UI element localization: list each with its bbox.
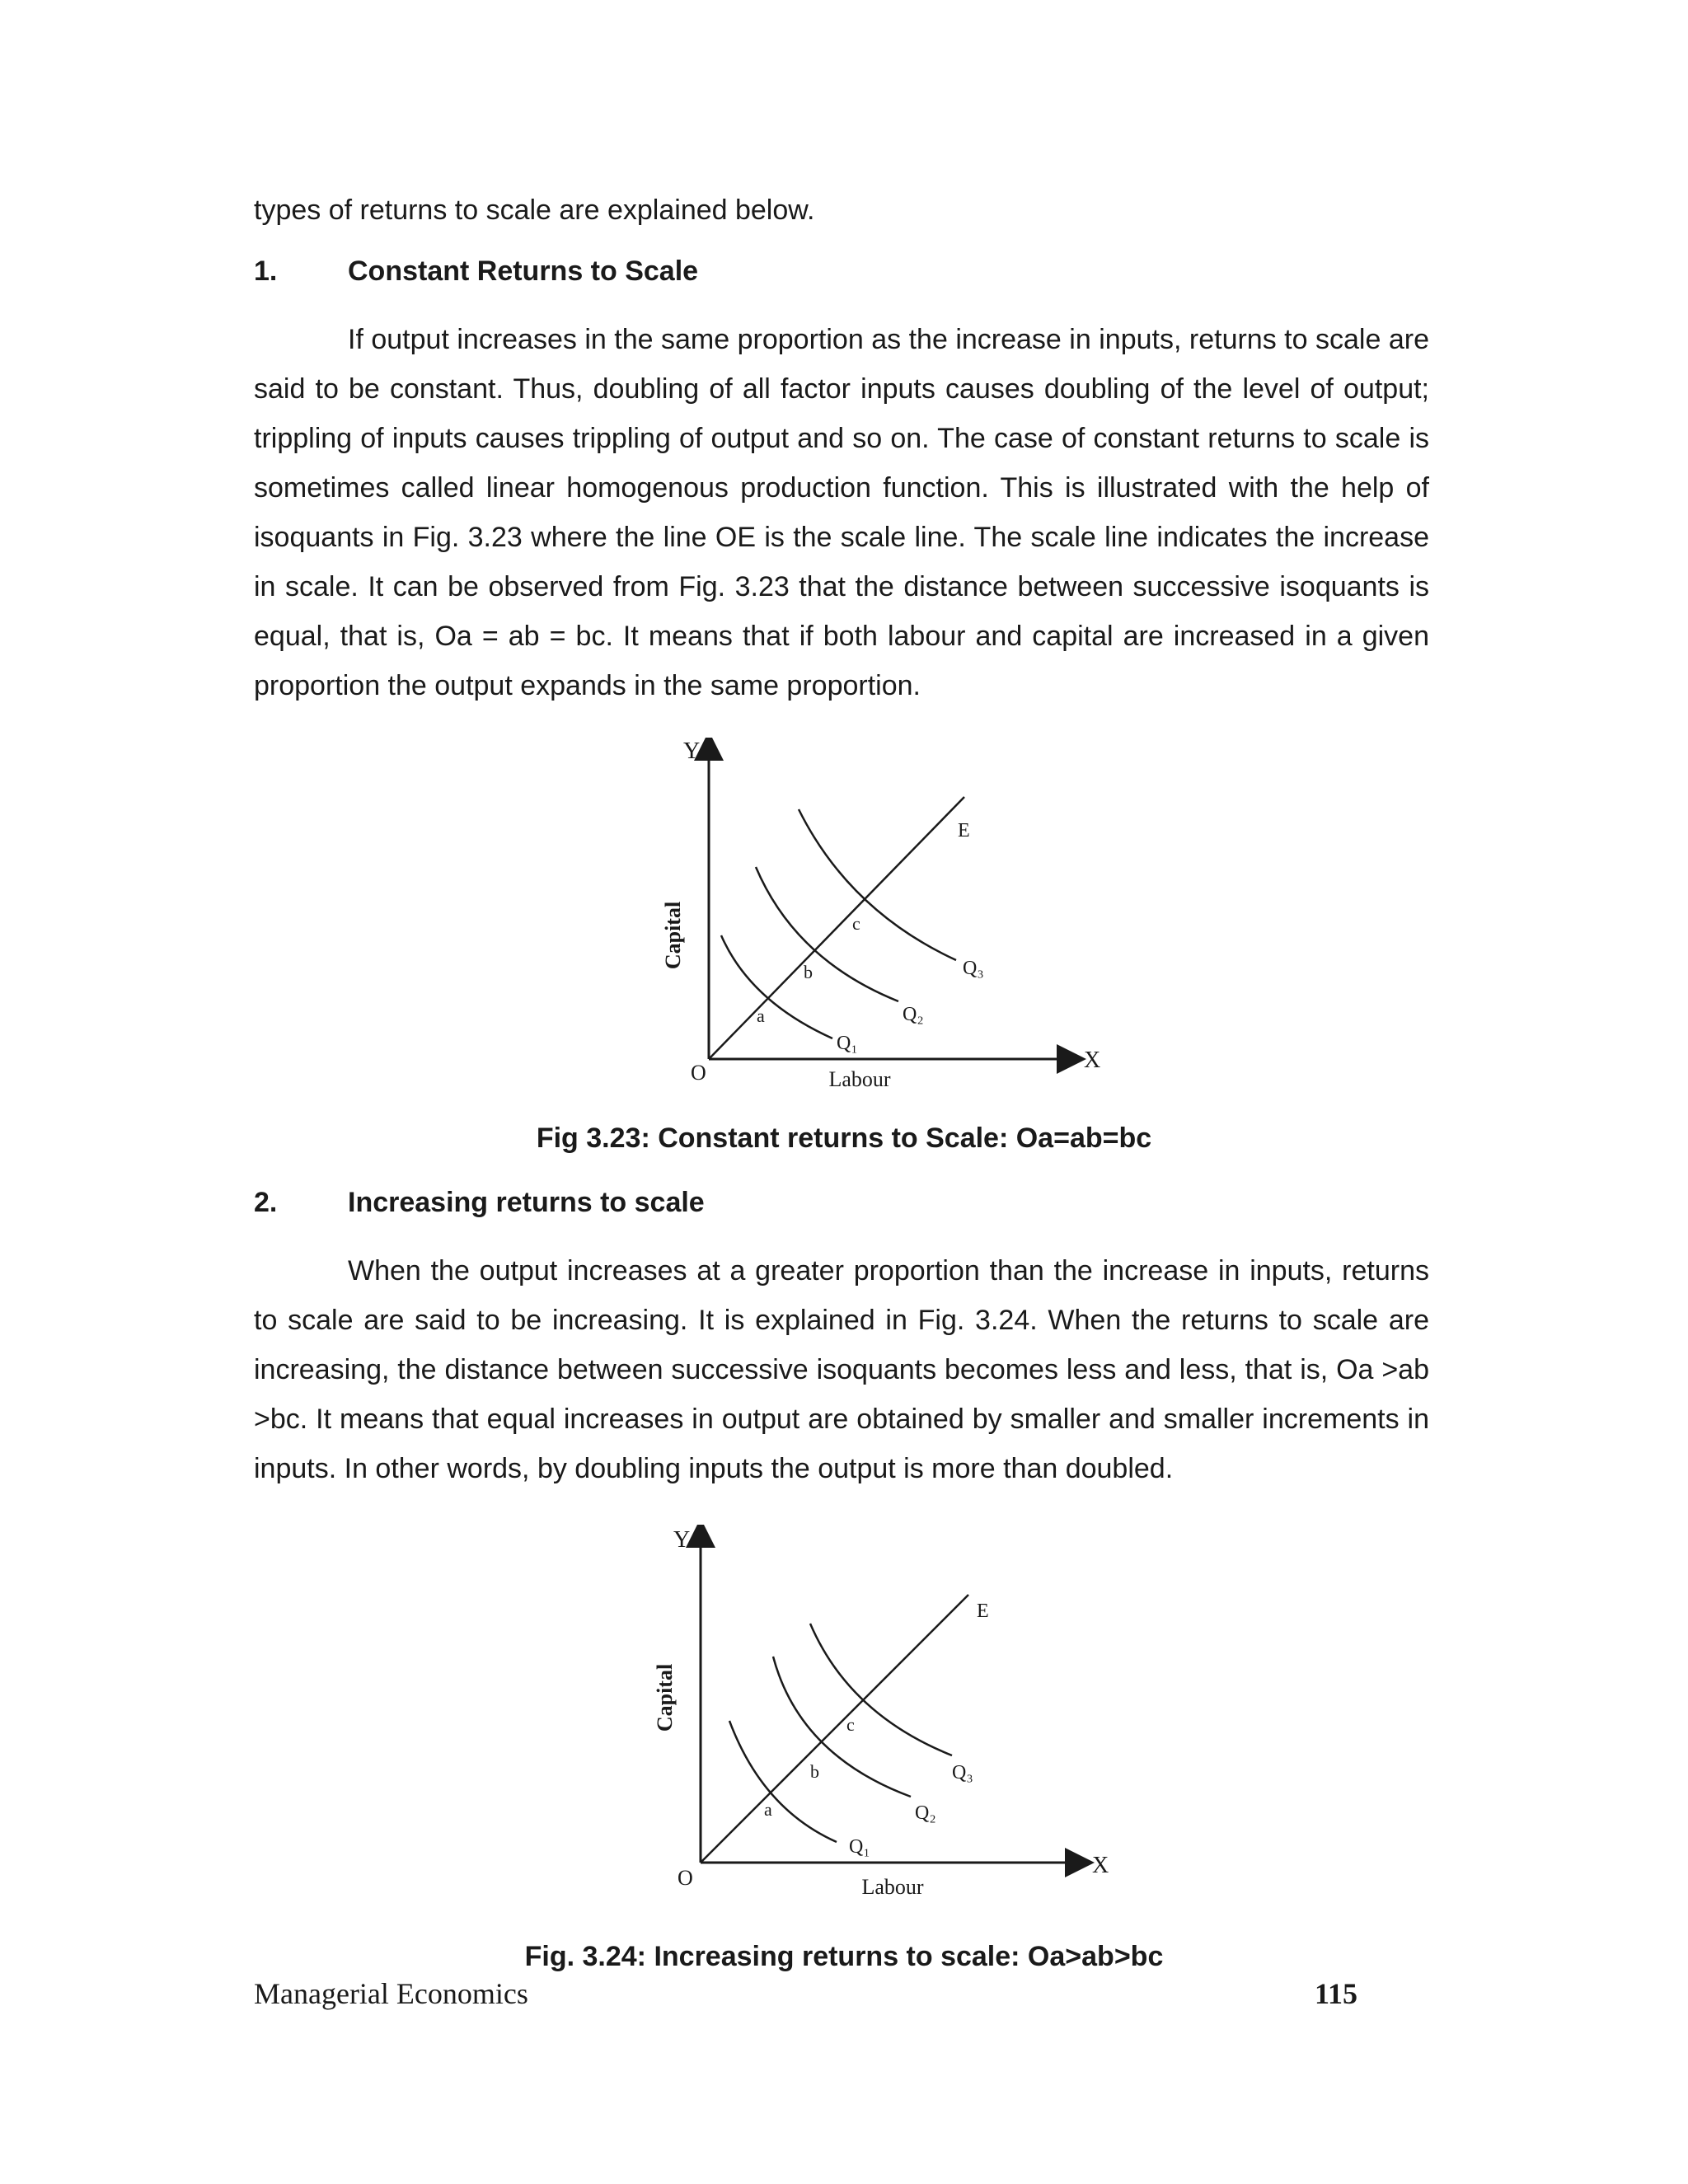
section-2-paragraph: When the output increases at a greater proportion than the increase in inputs, returns to scale are said to be increasing. It is explained in Fig. 3.24. When the returns to scale are increasing, the distance between successive isoquants becomes less and less, that is, Oa >ab >bc. It means that equal increases in output are obtained by smaller and smaller increments in inputs. In other words, by doubling inputs the output is more than doubled. bbox=[254, 1255, 1429, 1484]
origin-label: O bbox=[678, 1866, 693, 1890]
figure-3-23 bbox=[659, 738, 1121, 1104]
point-c-label: c bbox=[846, 1714, 855, 1735]
figure-3-24 bbox=[651, 1525, 1113, 1916]
point-c-label: c bbox=[852, 913, 860, 934]
point-a-label: a bbox=[764, 1799, 772, 1820]
isoquant-q3 bbox=[810, 1624, 952, 1755]
footer-page-number: 115 bbox=[1315, 1977, 1358, 2010]
isoquant-q3-label: Q₃ bbox=[952, 1762, 973, 1783]
x-axis-letter: X bbox=[1092, 1853, 1109, 1878]
section-2-heading bbox=[254, 1187, 705, 1219]
section-1-title: Constant Returns to Scale bbox=[348, 255, 699, 287]
figure-3-23-caption: Fig 3.23: Constant returns to Scale: Oa=ab=bc bbox=[536, 1122, 1152, 1154]
isoquant-q2-label: Q₂ bbox=[915, 1802, 936, 1824]
footer-book-title: Managerial Economics bbox=[254, 1977, 528, 2010]
intro-line: types of returns to scale are explained below. bbox=[254, 194, 815, 226]
scale-line-oe bbox=[709, 797, 964, 1059]
capital-label: Capital bbox=[661, 901, 685, 970]
section-1-number: 1. bbox=[254, 255, 278, 287]
figure-3-23-diagram bbox=[659, 738, 1121, 1100]
point-b-label: b bbox=[810, 1761, 819, 1782]
section-1-paragraph: If output increases in the same proportion as the increase in inputs, returns to scale are said to be constant. Thus, doubling of all factor inputs causes doubling of the level of output; trippling of inputs causes trippling of output and so on. The case of constant returns to scale is sometimes called linear homogenous production function. This is illustrated with the help of isoquants in Fig. 3.23 where the line OE is the scale line. The scale line indicates the increase in scale. It can be observed from Fig. 3.23 that the distance between successive isoquants is equal, that is, Oa = ab = bc. It means that if both labour and capital are increased in a given proportion the output expands in the same proportion. bbox=[254, 324, 1429, 701]
section-1-heading bbox=[254, 255, 698, 288]
y-axis-letter: Y bbox=[673, 1527, 691, 1553]
section-2-title: Increasing returns to scale bbox=[348, 1187, 705, 1218]
isoquant-q1-label: Q₁ bbox=[849, 1836, 870, 1858]
x-axis-letter: X bbox=[1084, 1047, 1101, 1073]
point-b-label: b bbox=[804, 962, 813, 982]
labour-label: Labour bbox=[828, 1067, 891, 1091]
point-a-label: a bbox=[757, 1005, 765, 1026]
capital-label: Capital bbox=[653, 1663, 677, 1732]
isoquant-q2-label: Q₂ bbox=[903, 1004, 924, 1025]
figure-3-24-diagram bbox=[651, 1525, 1113, 1912]
labour-label: Labour bbox=[861, 1875, 924, 1899]
scale-line-label: E bbox=[958, 820, 970, 841]
isoquant-q1-label: Q₁ bbox=[837, 1033, 858, 1054]
origin-label: O bbox=[691, 1061, 706, 1085]
scale-line-label: E bbox=[977, 1601, 989, 1622]
section-2-number: 2. bbox=[254, 1187, 278, 1218]
figure-3-24-caption: Fig. 3.24: Increasing returns to scale: Oa>ab>bc bbox=[524, 1941, 1164, 1972]
isoquant-q3-label: Q₃ bbox=[963, 958, 984, 979]
y-axis-letter: Y bbox=[683, 738, 701, 764]
